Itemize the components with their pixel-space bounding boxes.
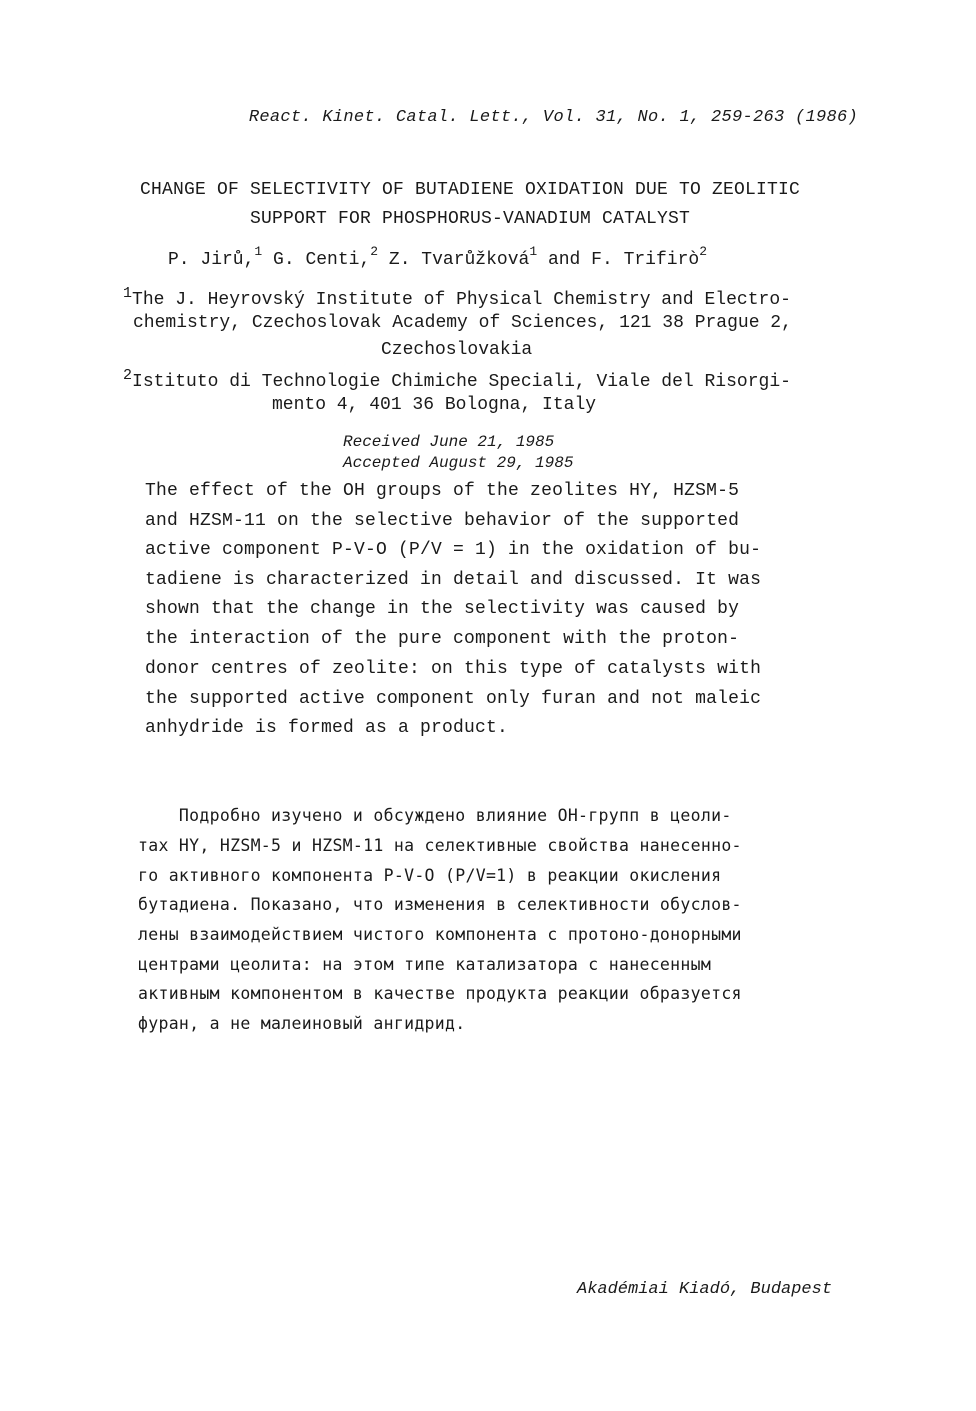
abstract-en-line: shown that the change in the selectivity was caused by [145,599,740,619]
abstract-ru-line: центрами цеолита: на этом типе катализатора с нанесенным [138,955,712,974]
received-date: Received June 21, 1985 [343,433,555,451]
accepted-date: Accepted August 29, 1985 [343,454,574,472]
author-name: G. Centi, [273,250,371,270]
publisher-imprint: Akadémiai Kiadó, Budapest [577,1280,833,1299]
author-name: F. Trifirò [591,250,700,270]
abstract-ru-line: лены взаимодействием чистого компонента с протоно-донорными [138,925,742,944]
paper-title-line-1: CHANGE OF SELECTIVITY OF BUTADIENE OXIDATION DUE TO ZEOLITIC [139,180,801,200]
author-affiliation-marker: 2 [370,244,379,259]
author-name: P. Jirů, [168,250,255,270]
abstract-ru-line: фуран, а не малеиновый ангидрид. [138,1014,466,1033]
abstract-en-line: and HZSM-11 on the selective behavior of the supported [145,511,740,531]
author-affiliation-marker: 1 [529,244,538,259]
affiliation-1-line: chemistry, Czechoslovak Academy of Sciences, 121 38 Prague 2, [133,313,792,333]
author-name: Z. Tvarůžková [388,250,530,270]
affiliation-marker: 1 [123,285,133,302]
abstract-ru-line: Подробно изучено и обсуждено влияние OH-групп в цеоли- [138,806,732,825]
abstract-en-line: active component P-V-O (P/V = 1) in the oxidation of bu- [145,540,762,560]
affiliation-1-line: $^1$The J. Heyrovský Institute of Physical Chemistry and Electro- [123,285,791,310]
author-affiliation-marker: 2 [699,244,708,259]
abstract-en-line: tadiene is characterized in detail and discussed. It was [145,570,762,590]
author-conjunction: and [547,250,581,270]
abstract-en-line: the interaction of the pure component with the proton- [145,629,740,649]
affiliation-marker: 2 [123,367,133,384]
abstract-en-line: The effect of the OH groups of the zeolites HY, HZSM-5 [145,481,740,501]
abstract-ru-line: активным компонентом в качестве продукта реакции образуется [138,984,742,1003]
author-list [168,246,707,270]
abstract-ru-line: бутадиена. Показано, что изменения в селективности обуслов- [138,895,742,914]
author-affiliation-marker: 1 [254,244,263,259]
affiliation-2-line: $^2$Istituto di Technologie Chimiche Speciali, Viale del Risorgi- [123,367,791,392]
affiliation-2-line: mento 4, 401 36 Bologna, Italy [272,395,597,415]
abstract-ru-line: тах HY, HZSM-5 и HZSM-11 на селективные свойства нанесенно- [138,836,742,855]
paper-title-line-2: SUPPORT FOR PHOSPHORUS-VANADIUM CATALYST [249,209,691,229]
abstract-en-line: donor centres of zeolite: on this type of catalysts with [145,659,762,679]
abstract-ru-line: го активного компонента P-V-O (P/V=1) в реакции окисления [138,866,722,885]
abstract-en-line: anhydride is formed as a product. [145,718,509,738]
journal-citation: React. Kinet. Catal. Lett., Vol. 31, No. 1, 259-263 (1986) [248,108,858,127]
abstract-en-line: the supported active component only furan and not maleic [145,689,762,709]
affiliation-1-line: Czechoslovakia [381,340,533,360]
